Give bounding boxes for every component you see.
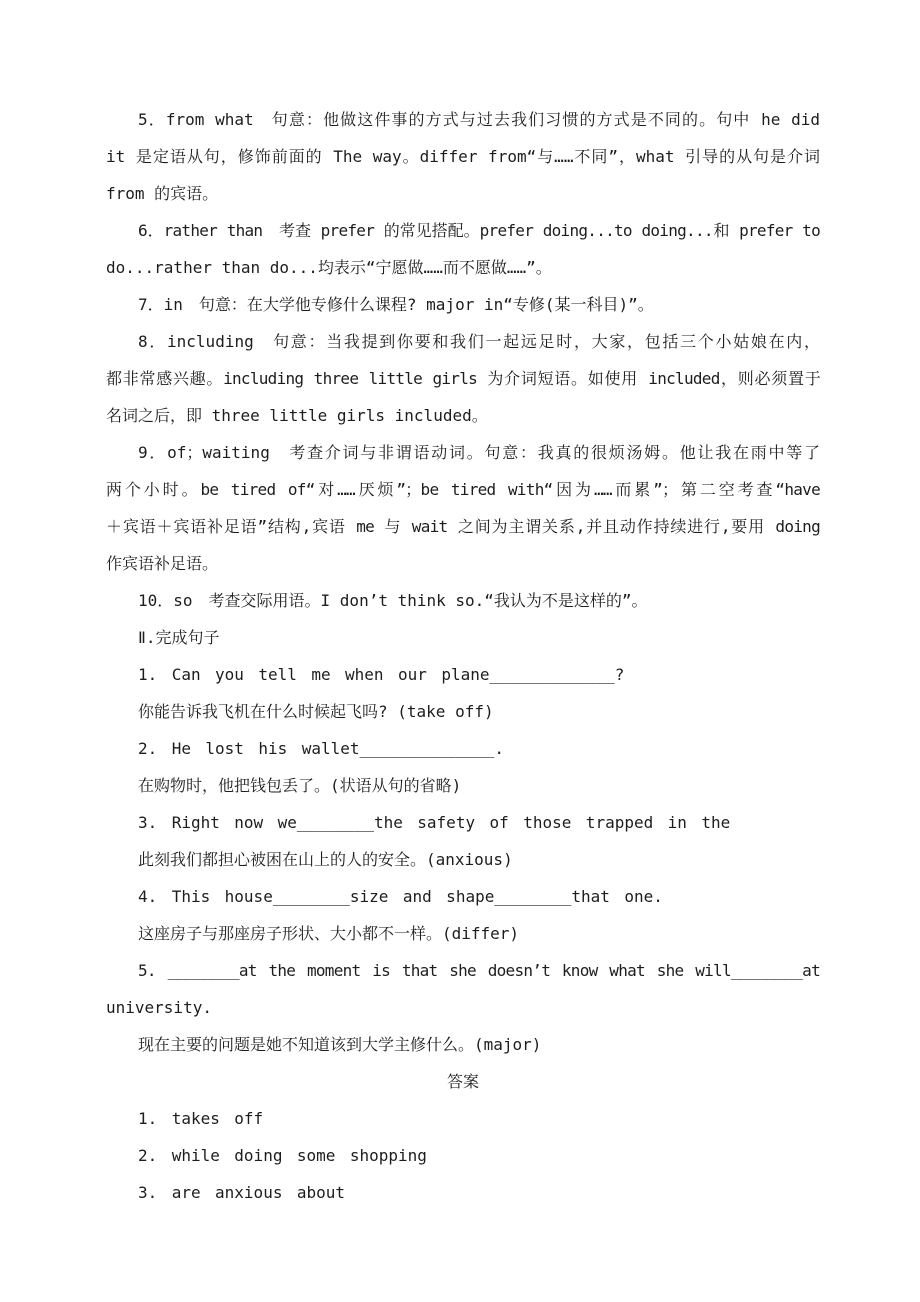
explanation-8-line-2: 都非常感兴趣。including three little girls 为介词短语。如使用 included，则必须置于 bbox=[106, 369, 820, 388]
exercise-4-sentence: 4. This house________size and shape________that one. bbox=[138, 887, 663, 906]
exercise-5-sentence: 5. ________at the moment is that she doesn’t know what she will________at bbox=[138, 961, 820, 980]
answer-3: 3. are anxious about bbox=[138, 1183, 346, 1202]
answer-1: 1. takes off bbox=[138, 1109, 264, 1128]
explanation-9-line-3: ＋宾语＋宾语补足语”结构,宾语 me 与 wait 之间为主谓关系,并且动作持续进行,要用 doing bbox=[106, 517, 820, 536]
document-body bbox=[106, 101, 820, 1211]
exercise-4-translation: 这座房子与那座房子形状、大小都不一样。(differ) bbox=[138, 924, 520, 943]
explanation-8-line-3: 名词之后，即 three little girls included。 bbox=[106, 406, 488, 425]
exercise-1-sentence: 1. Can you tell me when our plane_____________? bbox=[138, 665, 625, 684]
explanation-5-line-2: it 是定语从句，修饰前面的 The way。differ from“与……不同”，what 引导的从句是介词 bbox=[106, 147, 820, 166]
exercise-2-sentence: 2. He lost his wallet______________. bbox=[138, 739, 504, 758]
answer-2: 2. while doing some shopping bbox=[138, 1146, 427, 1165]
explanation-6-line-1: 6．rather than 考查 prefer 的常见搭配。prefer doing...to doing...和 prefer to bbox=[138, 221, 820, 240]
explanation-6-line-2: do...rather than do...均表示“宁愿做……而不愿做……”。 bbox=[106, 258, 552, 277]
exercise-2-translation: 在购物时，他把钱包丢了。(状语从句的省略) bbox=[138, 776, 462, 795]
explanation-8-line-1: 8．including 句意：当我提到你要和我们一起远足时，大家，包括三个小姑娘在内， bbox=[138, 332, 820, 351]
explanation-9-line-2: 两个小时。be tired of“对……厌烦”；be tired with“因为……而累”；第二空考查“have bbox=[106, 480, 820, 499]
explanation-10-line-1: 10．so 考查交际用语。I don’t think so.“我认为不是这样的”。 bbox=[138, 591, 648, 610]
exercise-3-translation: 此刻我们都担心被困在山上的人的安全。(anxious) bbox=[138, 850, 513, 869]
explanation-7-line-1: 7．in 句意：在大学他专修什么课程? major in“专修(某一科目)”。 bbox=[138, 295, 654, 314]
exercise-3-sentence: 3. Right now we________the safety of those trapped in the bbox=[138, 813, 731, 832]
explanation-9-line-4: 作宾语补足语。 bbox=[106, 554, 219, 573]
answers-heading: 答案 bbox=[446, 1072, 479, 1091]
explanation-5-line-1: 5．from what 句意：他做这件事的方式与过去我们习惯的方式是不同的。句中 he did bbox=[138, 110, 820, 129]
explanation-9-line-1: 9．of；waiting 考查介词与非谓语动词。句意：我真的很烦汤姆。他让我在雨中等了 bbox=[138, 443, 820, 462]
exercise-5-translation: 现在主要的问题是她不知道该到大学主修什么。(major) bbox=[138, 1035, 542, 1054]
explanation-5-line-3: from 的宾语。 bbox=[106, 184, 219, 203]
exercise-1-translation: 你能告诉我飞机在什么时候起飞吗? (take off) bbox=[138, 702, 494, 721]
exercise-5-sentence-cont: university. bbox=[106, 998, 212, 1017]
section-2-heading: Ⅱ.完成句子 bbox=[138, 628, 220, 647]
